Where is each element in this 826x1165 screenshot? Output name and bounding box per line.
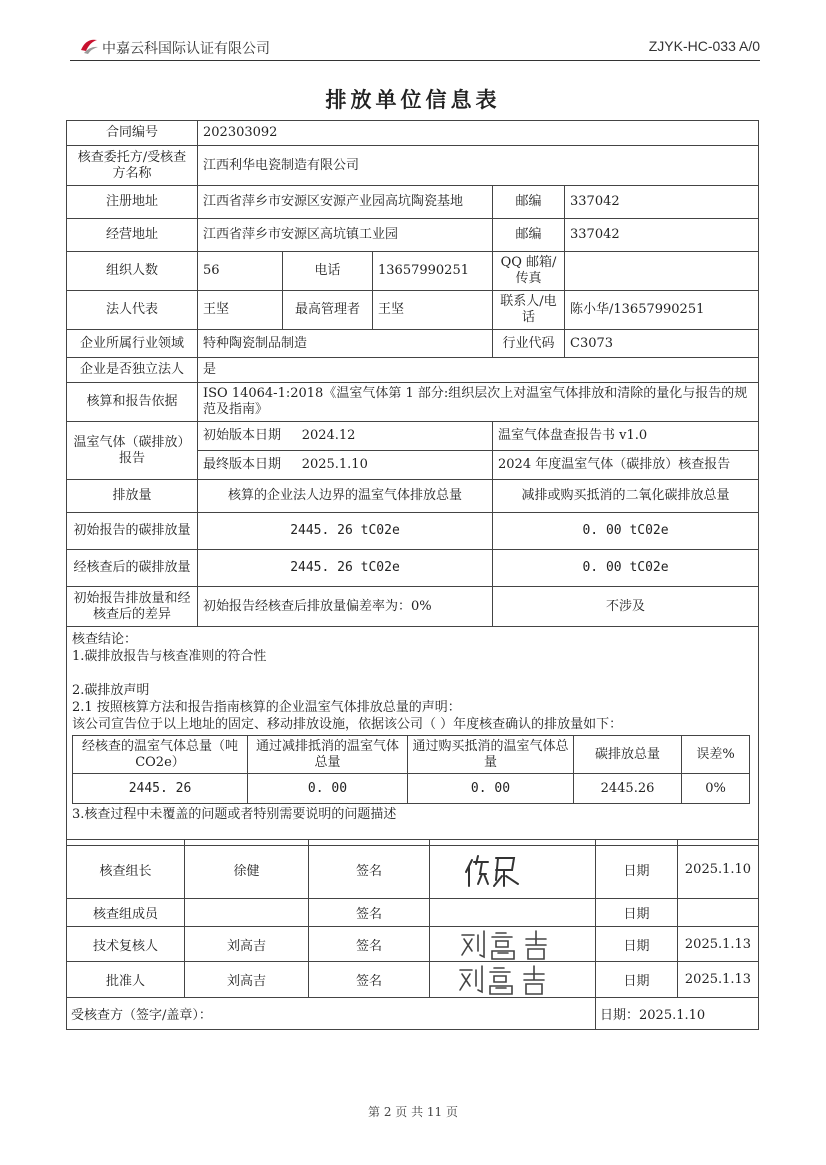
leader-name: 徐健 bbox=[185, 840, 309, 899]
qq-fax-label: QQ 邮箱/传真 bbox=[493, 252, 565, 291]
contact-label: 联系人/电话 bbox=[493, 291, 565, 330]
member-date-label: 日期 bbox=[596, 899, 678, 927]
info-table bbox=[66, 120, 759, 846]
industry-code-value: C3073 bbox=[565, 330, 759, 358]
op-postcode-value: 337042 bbox=[565, 219, 759, 252]
reg-postcode-value: 337042 bbox=[565, 186, 759, 219]
leader-label: 核查组长 bbox=[67, 840, 185, 899]
contract-value: 202303092 bbox=[198, 121, 759, 146]
approver-signature bbox=[430, 962, 596, 998]
industry-value: 特种陶瓷制品制造 bbox=[198, 330, 493, 358]
decl-header-reduction: 通过减排抵消的温室气体总量 bbox=[248, 736, 408, 774]
op-postcode-label: 邮编 bbox=[493, 219, 565, 252]
leader-sign-label: 签名 bbox=[309, 840, 430, 899]
leader-date: 2025.1.10 bbox=[678, 840, 759, 899]
leader-date-label: 日期 bbox=[596, 840, 678, 899]
initial-report-name: 温室气体盘查报告书 v1.0 bbox=[493, 422, 759, 451]
page-title: 排放单位信息表 bbox=[325, 87, 501, 112]
difference-value: 初始报告经核查后排放量偏差率为：0% bbox=[198, 587, 493, 627]
op-address-value: 江西省萍乡市安源区高坑镇工业园 bbox=[198, 219, 493, 252]
difference-offset-value: 不涉及 bbox=[493, 587, 759, 627]
conclusion-item-2-1-text: 该公司宣告位于以上地址的固定、移动排放设施，依据该公司（ ）年度核查确认的排放量如下： bbox=[72, 717, 623, 732]
page-number: 第 2 页 共 11 页 bbox=[368, 1105, 458, 1119]
decl-value-error: 0% bbox=[682, 774, 750, 804]
difference-label: 初始报告排放量和经核查后的差异 bbox=[67, 587, 198, 627]
independent-value: 是 bbox=[198, 358, 759, 383]
initial-date-label: 初始版本日期 bbox=[203, 428, 282, 443]
phone-label: 电话 bbox=[283, 252, 373, 291]
initial-emission-label: 初始报告的碳排放量 bbox=[67, 513, 198, 550]
reviewer-date-label: 日期 bbox=[596, 927, 678, 962]
industry-code-label: 行业代码 bbox=[493, 330, 565, 358]
initial-version-cell bbox=[198, 422, 493, 451]
reviewer-date: 2025.1.13 bbox=[678, 927, 759, 962]
staff-label: 组织人数 bbox=[67, 252, 198, 291]
reviewer-label: 技术复核人 bbox=[67, 927, 185, 962]
final-report-name: 2024 年度温室气体（碳排放）核查报告 bbox=[493, 451, 759, 480]
basis-label: 核算和报告依据 bbox=[67, 383, 198, 422]
emission-declaration-table bbox=[72, 735, 750, 804]
approver-name: 刘高吉 bbox=[185, 962, 309, 998]
approver-date: 2025.1.13 bbox=[678, 962, 759, 998]
reviewer-handwritten-signature-icon bbox=[430, 927, 590, 961]
conclusion-item-1: 1.碳排放报告与核查准则的符合性 bbox=[72, 649, 267, 664]
final-date-value: 2025.1.10 bbox=[301, 457, 368, 472]
decl-value-total: 2445.26 bbox=[574, 774, 682, 804]
phone-value: 13657990251 bbox=[373, 252, 493, 291]
conclusion-item-2-1: 2.1 按照核算方法和报告指南核算的企业温室气体排放总量的声明： bbox=[72, 700, 461, 715]
decl-header-verified: 经核查的温室气体总量（吨 CO2e） bbox=[73, 736, 248, 774]
verified-offset-value: 0. 00 tC02e bbox=[493, 550, 759, 587]
client-sign-date: 日期：2025.1.10 bbox=[596, 998, 759, 1030]
member-name bbox=[185, 899, 309, 927]
client-value: 江西利华电瓷制造有限公司 bbox=[198, 146, 759, 186]
signature-table bbox=[66, 839, 759, 1030]
reg-address-value: 江西省萍乡市安源区安源产业园高坑陶瓷基地 bbox=[198, 186, 493, 219]
document-number: ZJYK-HC-033 A/0 bbox=[648, 38, 760, 54]
member-signature bbox=[430, 899, 596, 927]
contract-label: 合同编号 bbox=[67, 121, 198, 146]
contact-value: 陈小华/13657990251 bbox=[565, 291, 759, 330]
reg-postcode-label: 邮编 bbox=[493, 186, 565, 219]
conclusion-item-2: 2.碳排放声明 bbox=[72, 683, 150, 698]
legal-rep-value: 王坚 bbox=[198, 291, 283, 330]
reviewer-sign-label: 签名 bbox=[309, 927, 430, 962]
client-sign-label: 受核查方（签字/盖章）： bbox=[67, 998, 596, 1030]
legal-rep-label: 法人代表 bbox=[67, 291, 198, 330]
client-label: 核查委托方/受核查方名称 bbox=[67, 146, 198, 186]
industry-label: 企业所属行业领域 bbox=[67, 330, 198, 358]
decl-header-error: 误差% bbox=[682, 736, 750, 774]
member-date bbox=[678, 899, 759, 927]
conclusion-heading: 核查结论： bbox=[72, 632, 138, 647]
top-manager-value: 王坚 bbox=[373, 291, 493, 330]
ghg-report-label: 温室气体（碳排放）报告 bbox=[67, 422, 198, 480]
verified-emission-label: 经核查后的碳排放量 bbox=[67, 550, 198, 587]
initial-date-value: 2024.12 bbox=[301, 428, 356, 443]
reviewer-signature bbox=[430, 927, 596, 962]
decl-value-verified: 2445. 26 bbox=[73, 774, 248, 804]
leader-signature bbox=[430, 840, 596, 899]
conclusion-section bbox=[67, 627, 759, 846]
final-date-label: 最终版本日期 bbox=[203, 457, 282, 472]
conclusion-item-3: 3.核查过程中未覆盖的问题或者特别需要说明的问题描述 bbox=[72, 807, 397, 822]
emission-col-offset: 减排或购买抵消的二氧化碳排放总量 bbox=[493, 480, 759, 513]
reviewer-name: 刘高吉 bbox=[185, 927, 309, 962]
final-version-cell bbox=[198, 451, 493, 480]
staff-value: 56 bbox=[198, 252, 283, 291]
page-header bbox=[70, 38, 760, 61]
qq-fax-value bbox=[565, 252, 759, 291]
approver-label: 批准人 bbox=[67, 962, 185, 998]
emission-col-total: 核算的企业法人边界的温室气体排放总量 bbox=[198, 480, 493, 513]
approver-sign-label: 签名 bbox=[309, 962, 430, 998]
initial-offset-value: 0. 00 tC02e bbox=[493, 513, 759, 550]
top-manager-label: 最高管理者 bbox=[283, 291, 373, 330]
decl-header-purchase: 通过购买抵消的温室气体总量 bbox=[408, 736, 574, 774]
verified-emission-value: 2445. 26 tC02e bbox=[198, 550, 493, 587]
member-sign-label: 签名 bbox=[309, 899, 430, 927]
company-name: 中嘉云科国际认证有限公司 bbox=[102, 41, 270, 57]
basis-value: ISO 14064-1:2018《温室气体第 1 部分:组织层次上对温室气体排放和清除的量化与报告的规范及指南》 bbox=[198, 383, 759, 422]
member-label: 核查组成员 bbox=[67, 899, 185, 927]
decl-value-purchase: 0. 00 bbox=[408, 774, 574, 804]
approver-handwritten-signature-icon bbox=[430, 962, 590, 996]
initial-emission-value: 2445. 26 tC02e bbox=[198, 513, 493, 550]
emission-label: 排放量 bbox=[67, 480, 198, 513]
reg-address-label: 注册地址 bbox=[67, 186, 198, 219]
decl-header-total: 碳排放总量 bbox=[574, 736, 682, 774]
approver-date-label: 日期 bbox=[596, 962, 678, 998]
company-logo-icon bbox=[78, 36, 100, 56]
decl-value-reduction: 0. 00 bbox=[248, 774, 408, 804]
leader-handwritten-signature-icon bbox=[430, 840, 590, 898]
op-address-label: 经营地址 bbox=[67, 219, 198, 252]
independent-label: 企业是否独立法人 bbox=[67, 358, 198, 383]
